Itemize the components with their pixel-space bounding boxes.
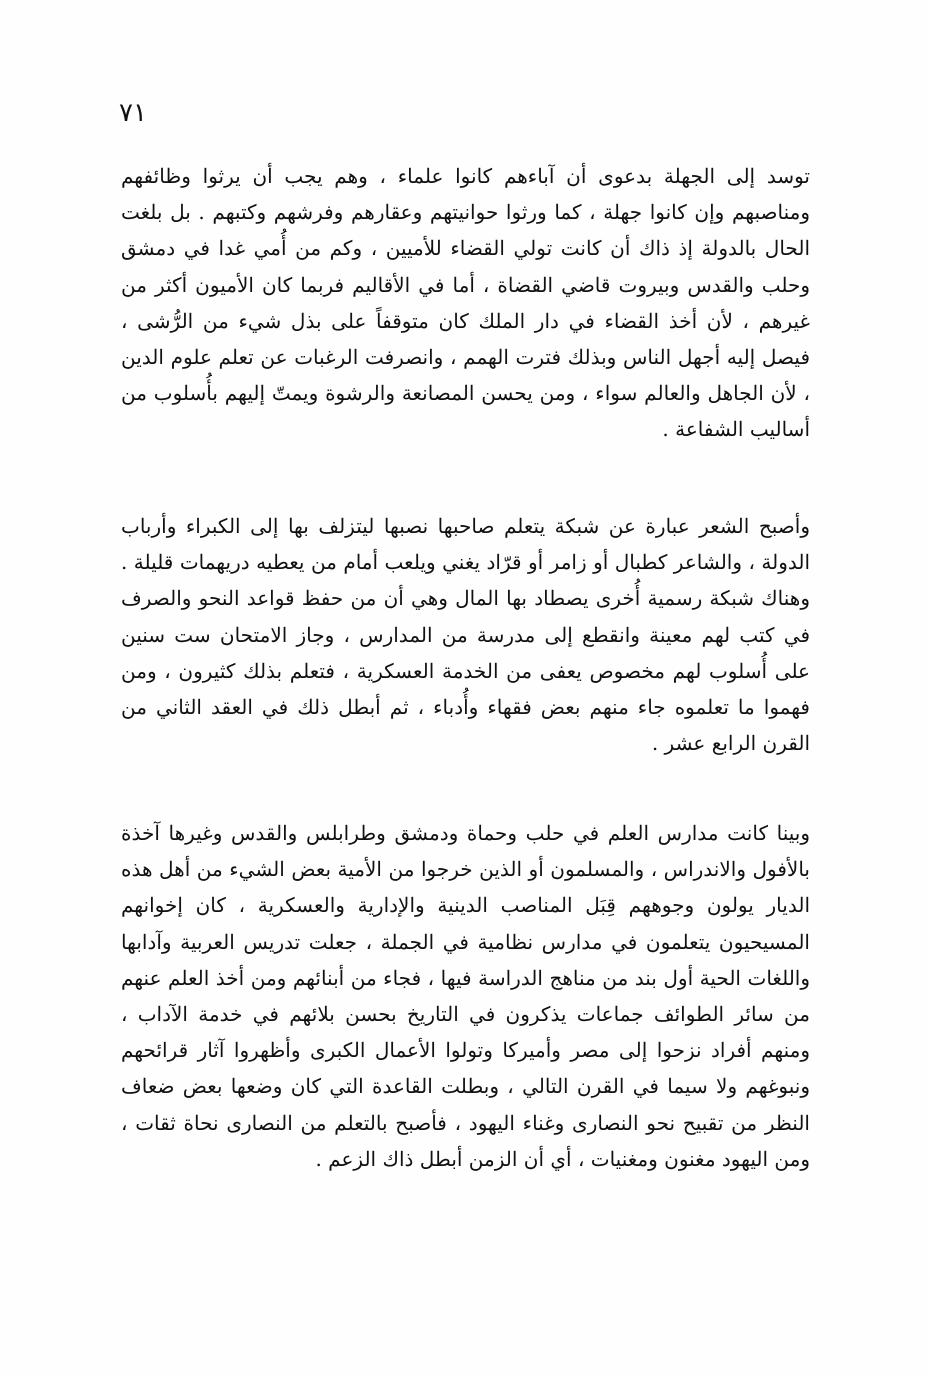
paragraph-text: توسد إلى الجهلة بدعوى أن آباءهم كانوا علماء ، وهم يجب أن يرثوا وظائفهم ومناصبهم وإن كانوا جهلة ، كما ورثوا حوانيتهم وعقارهم وفرشهم وكتبهم . بل بلغت الحال بالدولة إذ ذاك أن كانت تولي القضاء للأميين ، وكم من أُمي غدا في دمشق وحلب والقدس وبيروت قاضي القضاة ، أما في الأقاليم فربما كان الأميون أكثر من غيرهم ، لأن أخذ القضاء في دار الملك كان متوقفاً على بذل شيء من الرُّشى ، فيصل إليه أجهل الناس وبذلك فترت الهمم ، وانصرفت الرغبات عن تعلم علوم الدين ، لأن الجاهل والعالم سواء ، ومن يحسن المصانعة والرشوة ويمتّ إليهم بأُسلوب من أساليب الشفاعة . (121, 164, 810, 442)
paragraph-1 (121, 158, 810, 448)
paragraph-text: وبينا كانت مدارس العلم في حلب وحماة ودمشق وطرابلس والقدس وغيرها آخذة بالأفول والاندراس ، والمسلمون أو الذين خرجوا من الأمية بعض الشيء من أهل هذه الديار يولون وجوههم قِبَل المناصب الدينية والإدارية والعسكرية ، كان إخوانهم المسيحيون يتعلمون في مدارس نظامية في الجملة ، جعلت تدريس العربية وآدابها واللغات الحية أول بند من مناهج الدراسة فيها ، فجاء من أبنائهم ومن أخذ العلم عنهم من سائر الطوائف جماعات يذكرون في التاريخ بحسن بلائهم في خدمة الآداب ، ومنهم أفراد نزحوا إلى مصر وأميركا وتولوا الأعمال الكبرى وأظهروا آثار قرائحهم ونبوغهم ولا سيما في القرن التالي ، وبطلت القاعدة التي كان وضعها بعض ضعاف النظر من تقبيح نحو النصارى وغناء اليهود ، فأصبح بالتعلم من النصارى نحاة ثقات ، ومن اليهود مغنون ومغنيات ، أي أن الزمن أبطل ذاك الزعم . (121, 821, 810, 1171)
page-number: ٧١ (119, 98, 147, 128)
paragraph-3 (121, 815, 810, 1177)
paragraph-text: وأصبح الشعر عبارة عن شبكة يتعلم صاحبها نصبها ليتزلف بها إلى الكبراء وأرباب الدولة ، والشاعر كطبال أو زامر أو قرّاد يغني ويلعب أمام من يعطيه دريهمات قليلة . وهناك شبكة رسمية أُخرى يصطاد بها المال وهي أن من حفظ قواعد النحو والصرف في كتب لهم معينة وانقطع إلى مدرسة من المدارس ، وجاز الامتحان ست سنين على أُسلوب لهم مخصوص يعفى من الخدمة العسكرية ، فتعلم بذلك كثيرون ، ومن فهموا ما تعلموه جاء منهم بعض فقهاء وأُدباء ، ثم أبطل ذلك في العقد الثاني من القرن الرابع عشر . (121, 514, 810, 756)
paragraph-2 (121, 508, 810, 761)
